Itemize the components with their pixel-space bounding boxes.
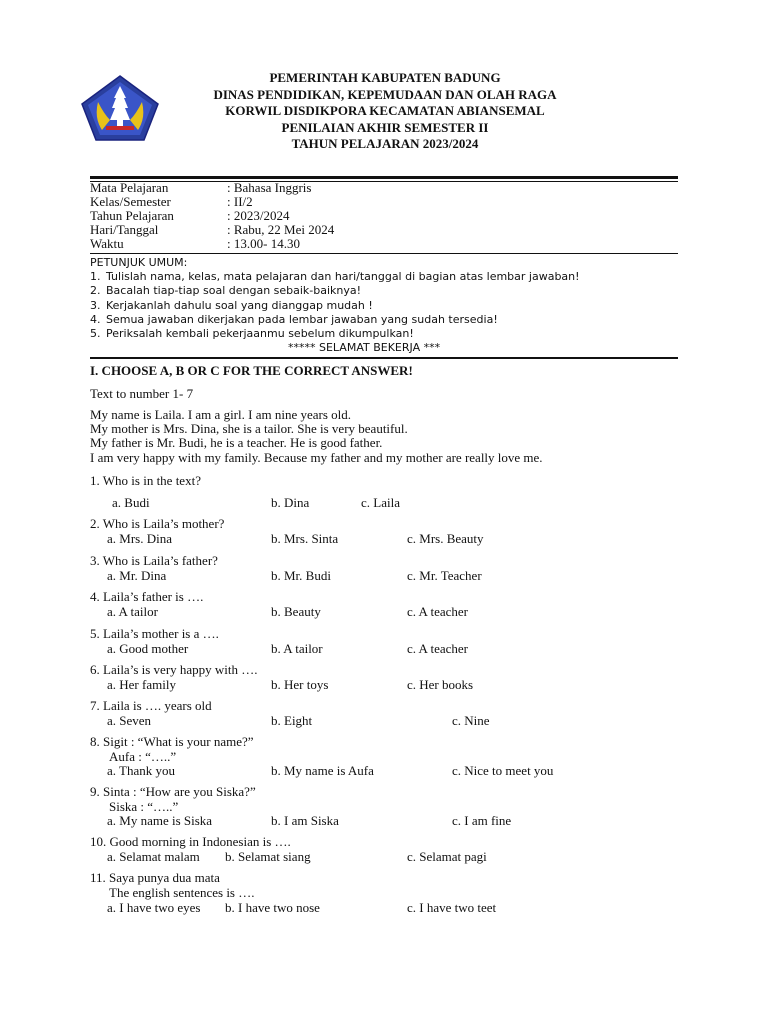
header-line: TAHUN PELAJARAN 2023/2024 [291, 136, 479, 151]
question-dialogue: Aufa : “…..” [109, 749, 177, 764]
question-8 [90, 734, 254, 764]
option-c: c. Nine [452, 713, 490, 728]
option-a: a. My name is Siska [107, 813, 213, 828]
instruction-text: Tulislah nama, kelas, mata pelajaran dan hari/tanggal di bagian atas lembar jawaban! [106, 270, 580, 284]
instruction-item [90, 299, 580, 313]
info-label: Tahun Pelajaran [90, 208, 174, 223]
header-line: PENILAIAN AKHIR SEMESTER II [281, 119, 489, 135]
instruction-text: Periksalah kembali pekerjaanmu sebelum dikumpulkan! [106, 327, 414, 341]
info-value: : II/2 [227, 194, 253, 209]
question-9 [90, 784, 256, 814]
question-text: 11. Saya punya dua mata [90, 870, 220, 885]
option-a: a. Selamat malam [107, 849, 200, 864]
question-text: 6. Laila’s is very happy with …. [90, 662, 258, 677]
option-c: c. Mrs. Beauty [407, 531, 484, 546]
question-text: 4. Laila’s father is …. [90, 589, 204, 604]
option-a: a. Budi [112, 495, 150, 510]
option-c: c. Her books [407, 677, 474, 692]
question-text: 1. Who is in the text? [90, 473, 201, 488]
instructions-divider [90, 357, 678, 359]
option-b: b. I am Siska [271, 813, 339, 828]
option-a: a. Thank you [107, 763, 175, 778]
question-1 [90, 473, 201, 488]
option-a: a. Mrs. Dina [107, 531, 172, 546]
info-row [90, 181, 334, 195]
info-label: Hari/Tanggal [90, 222, 159, 237]
document-header [170, 70, 600, 153]
question-text: 8. Sigit : “What is your name?” [90, 734, 254, 749]
option-c: c. Nice to meet you [452, 763, 554, 778]
info-row [90, 223, 334, 237]
closing-greeting: ***** SELAMAT BEKERJA *** [288, 341, 441, 354]
info-row [90, 209, 334, 223]
section-title: I. CHOOSE A, B OR C FOR THE CORRECT ANSWER! [90, 363, 413, 378]
option-a: a. A tailor [107, 604, 158, 619]
option-a: a. I have two eyes [107, 900, 201, 915]
question-7 [90, 698, 212, 713]
info-label: Kelas/Semester [90, 194, 171, 209]
option-b: b. My name is Aufa [271, 763, 374, 778]
header-line: PEMERINTAH KABUPATEN BADUNG [269, 70, 501, 85]
option-c: c. A teacher [407, 604, 468, 619]
reading-passage [90, 408, 543, 465]
option-c: c. I have two teet [407, 900, 497, 915]
option-b: b. A tailor [271, 641, 323, 656]
instruction-number: 2. [90, 284, 101, 298]
header-divider-thick [90, 176, 678, 179]
info-value: : Bahasa Inggris [227, 180, 312, 195]
option-b: b. Eight [271, 713, 313, 728]
general-instructions [90, 256, 580, 354]
question-4 [90, 589, 203, 604]
option-b: b. Dina [271, 495, 310, 510]
option-a: a. Good mother [107, 641, 189, 656]
option-a: a. Her family [107, 677, 176, 692]
instruction-item [90, 270, 580, 284]
passage-line: My mother is Mrs. Dina, she is a tailor. She is very beautiful. [90, 421, 408, 437]
header-line: KORWIL DISDIKPORA KECAMATAN ABIANSEMAL [225, 103, 545, 118]
info-label: Mata Pelajaran [90, 180, 169, 195]
instructions-title: PETUNJUK UMUM: [90, 256, 188, 269]
question-text: 10. Good morning in Indonesian is …. [90, 834, 291, 849]
instruction-item [90, 313, 580, 327]
passage-line: My father is Mr. Budi, he is a teacher. He is good father. [90, 435, 383, 451]
info-value: : 13.00- 14.30 [227, 236, 300, 251]
badung-regency-logo [80, 74, 160, 142]
question-text: 2. Who is Laila’s mother? [90, 516, 225, 531]
option-c: c. Laila [361, 495, 400, 510]
question-2 [90, 516, 224, 531]
info-value: : 2023/2024 [227, 208, 290, 223]
question-text: 3. Who is Laila’s father? [90, 553, 218, 568]
exam-info [90, 181, 334, 251]
info-value: : Rabu, 22 Mei 2024 [227, 222, 335, 237]
instruction-text: Semua jawaban dikerjakan pada lembar jawaban yang sudah tersedia! [106, 312, 498, 326]
instruction-number: 4. [90, 312, 101, 326]
info-label: Waktu [90, 236, 124, 251]
option-a: a. Seven [107, 713, 152, 728]
instruction-number: 5. [90, 327, 101, 341]
instruction-item [90, 327, 580, 341]
instruction-number: 1. [90, 270, 101, 284]
instruction-text: Bacalah tiap-tiap soal dengan sebaik-baiknya! [106, 284, 362, 298]
passage-line: My name is Laila. I am a girl. I am nine years old. [90, 407, 352, 422]
question-11 [90, 870, 255, 900]
option-b: b. Selamat siang [225, 849, 311, 864]
passage-line: I am very happy with my family. Because my father and my mother are really love me. [90, 449, 543, 465]
question-text: 9. Sinta : “How are you Siska?” [90, 784, 256, 799]
option-a: a. Mr. Dina [107, 568, 167, 583]
text-label: Text to number 1- 7 [90, 386, 194, 401]
option-b: b. Beauty [271, 604, 321, 619]
info-divider [90, 253, 678, 254]
option-b: b. Mrs. Sinta [271, 531, 339, 546]
instruction-item [90, 284, 580, 298]
info-row [90, 237, 334, 251]
option-b: b. Mr. Budi [271, 568, 331, 583]
option-b: b. I have two nose [225, 900, 320, 915]
option-b: b. Her toys [271, 677, 329, 692]
question-3 [90, 553, 218, 568]
question-dialogue: Siska : “…..” [109, 799, 179, 814]
option-c: c. I am fine [452, 813, 512, 828]
option-c: c. Selamat pagi [407, 849, 487, 864]
question-subtext: The english sentences is …. [109, 885, 255, 900]
question-5 [90, 626, 219, 641]
instruction-text: Kerjakanlah dahulu soal yang dianggap mudah ! [106, 298, 373, 312]
option-c: c. Mr. Teacher [407, 568, 482, 583]
question-10 [90, 834, 291, 849]
info-row [90, 195, 334, 209]
option-c: c. A teacher [407, 641, 468, 656]
question-text: 7. Laila is …. years old [90, 698, 212, 713]
header-line: DINAS PENDIDIKAN, KEPEMUDAAN DAN OLAH RAGA [213, 86, 557, 102]
instruction-number: 3. [90, 298, 101, 312]
question-6 [90, 662, 258, 677]
question-text: 5. Laila’s mother is a …. [90, 626, 219, 641]
